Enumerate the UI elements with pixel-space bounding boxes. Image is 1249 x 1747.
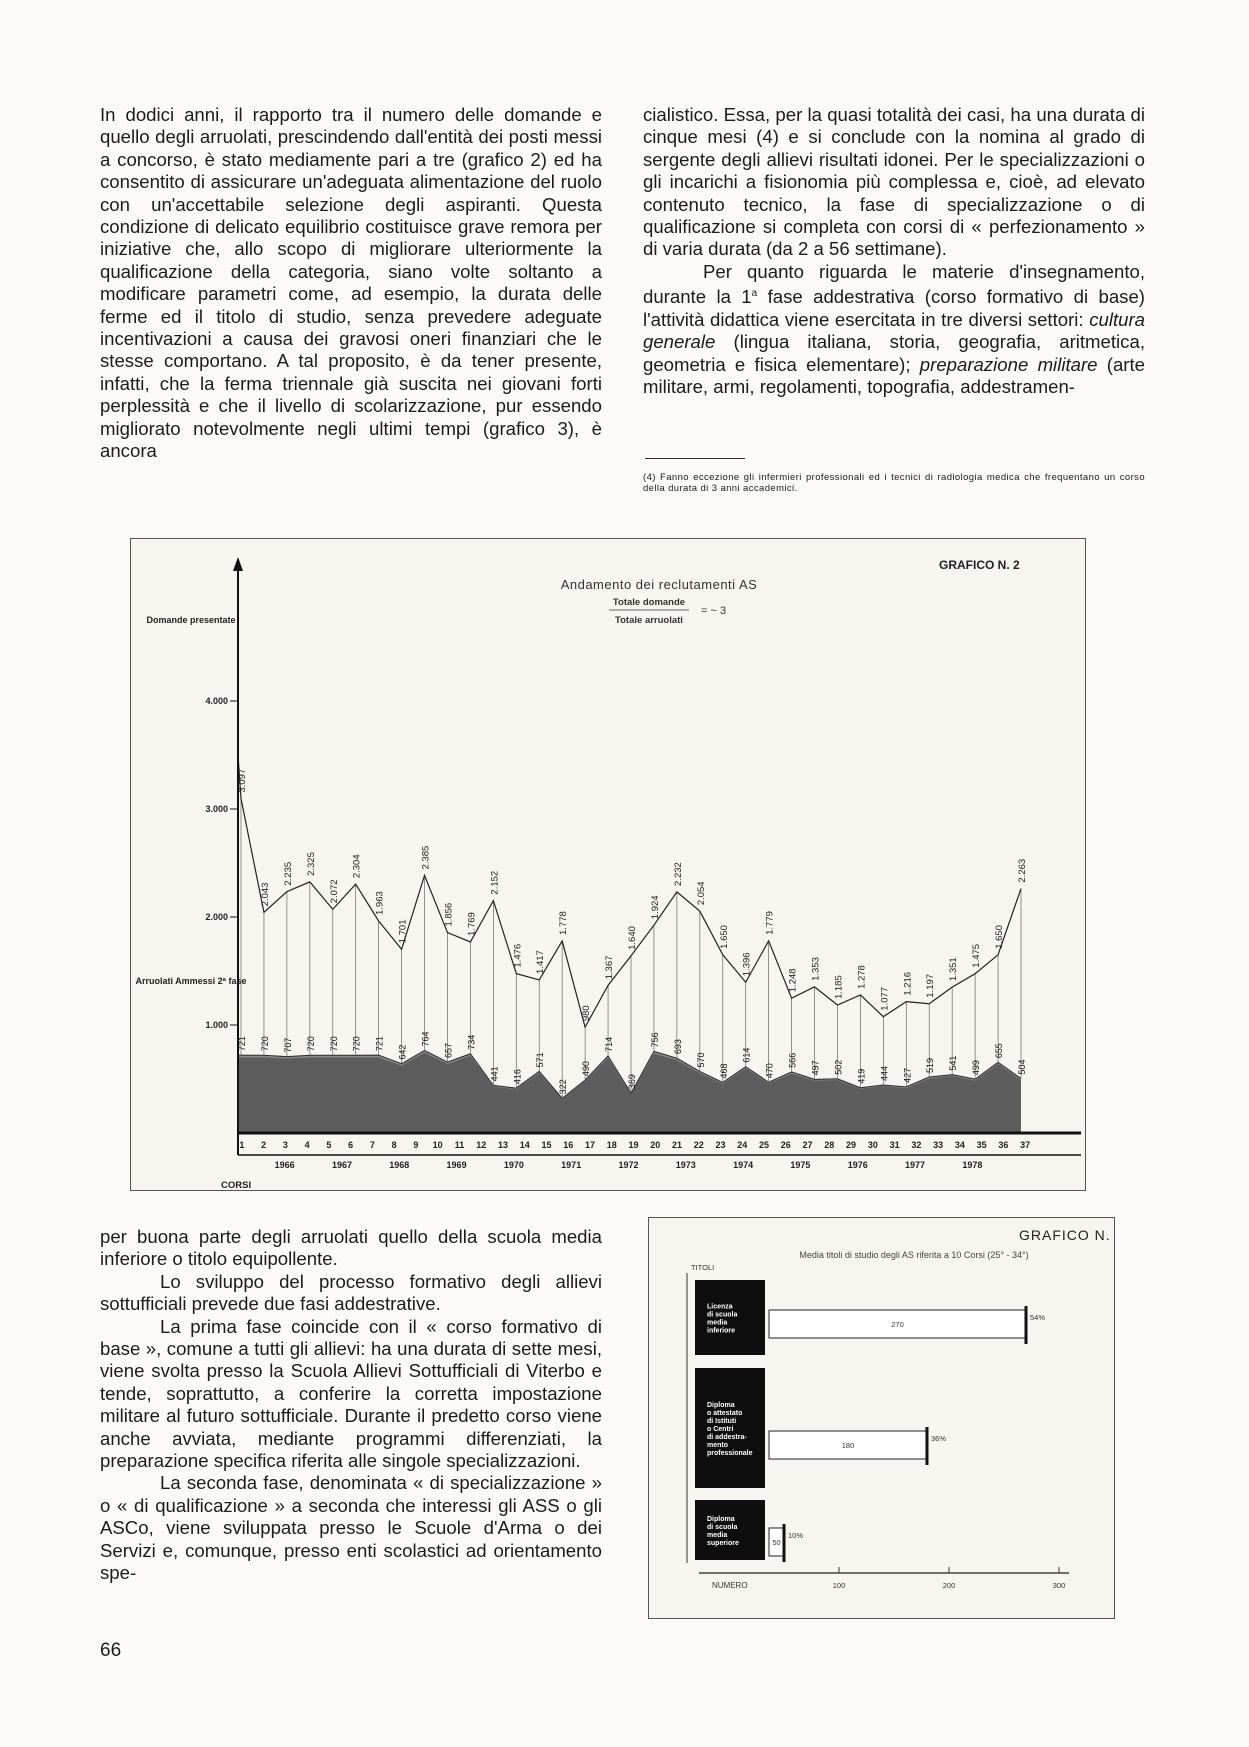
grafico-3-percent-label-3: 10% — [788, 1531, 804, 1540]
grafico-2-frame — [130, 538, 1086, 1191]
page-number: 66 — [100, 1640, 122, 1661]
course-number-17: 17 — [584, 1140, 595, 1150]
year-label-1974: 1974 — [733, 1160, 754, 1170]
domande-label-1: 3.097 — [237, 768, 248, 793]
domande-label-12: 2.152 — [489, 870, 501, 895]
domande-label-17: 1.367 — [604, 955, 616, 980]
domande-label-8: 1.701 — [397, 919, 409, 944]
domande-label-14: 1.417 — [535, 950, 547, 974]
arruolati-label-16: 490 — [581, 1061, 592, 1077]
y-label-bottom: Arruolati Ammessi 2ª fase — [135, 976, 247, 986]
arruolati-label-34: 655 — [994, 1043, 1005, 1059]
grafico-3-y-label: TITOLI — [691, 1263, 715, 1272]
year-label-1968: 1968 — [389, 1160, 410, 1170]
domande-label-19: 1.924 — [649, 895, 661, 920]
grafico-3-label: GRAFICO N. 3 — [1019, 1227, 1114, 1243]
course-number-36: 36 — [998, 1140, 1009, 1150]
year-label-1969: 1969 — [446, 1160, 467, 1170]
ammessi-area — [238, 1053, 1021, 1133]
course-number-4: 4 — [304, 1140, 310, 1150]
grafico-3-chart — [649, 1218, 1114, 1618]
grafico-3-x-tick-label-100: 100 — [832, 1581, 846, 1590]
grafico-3-value-label-3: 50 — [772, 1538, 781, 1547]
arruolati-label-11: 734 — [466, 1034, 477, 1050]
course-number-13: 13 — [497, 1140, 508, 1150]
domande-label-10: 1.856 — [443, 902, 455, 927]
arruolati-label-12: 441 — [489, 1066, 500, 1082]
body-text-left-bottom: per buona parte degli arruolati quello della scuola media inferiore o titolo equipollente. Lo sviluppo del processo formativo degli allievi sottufficiali prevede due fasi addestrative. La prima fase coincide con il « corso formativo di base », comune a tutti gli allievi: ha una durata di sette mesi, viene svolta presso la Scuola Allievi Sottufficiali di Viterbo e tende, soprattutto, a conferire la corretta impostazione militare al futuro sottufficiale. Durante il predetto corso viene anche avviata, mediante programmi differenziati, la preparazione specifica riferita alle singole specializzazioni. La seconda fase, denominata « di specializzazione » o « di qualificazione » a seconda che interessi gli ASS o gli ASCo, viene sviluppata presso le Scuole d'Arma o dei Servizi e, comunque, presso enti scolastici ad orientamento spe- — [100, 1226, 602, 1584]
arruolati-label-6: 720 — [351, 1036, 362, 1052]
y-tick-label-4: 4.000 — [205, 696, 228, 706]
course-number-2: 2 — [261, 1140, 267, 1150]
course-number-7: 7 — [369, 1140, 375, 1150]
footnote-rule — [645, 458, 745, 459]
domande-label-6: 2.304 — [351, 854, 363, 879]
year-label-1971: 1971 — [561, 1160, 582, 1170]
domande-label-30: 1.216 — [902, 971, 914, 996]
arruolati-label-32: 541 — [948, 1055, 959, 1071]
grafico-3-value-label-2: 180 — [841, 1441, 855, 1450]
course-number-8: 8 — [391, 1140, 397, 1150]
course-number-32: 32 — [911, 1140, 922, 1150]
arruolati-label-26: 497 — [810, 1060, 821, 1076]
course-number-19: 19 — [628, 1140, 639, 1150]
year-label-1976: 1976 — [847, 1160, 868, 1170]
domande-label-9: 2.385 — [420, 845, 432, 870]
course-number-23: 23 — [715, 1140, 726, 1150]
course-number-12: 12 — [476, 1140, 487, 1150]
year-label-1970: 1970 — [503, 1160, 524, 1170]
arruolati-label-25: 566 — [787, 1052, 798, 1068]
course-number-15: 15 — [541, 1140, 552, 1150]
course-number-5: 5 — [326, 1140, 332, 1150]
body-text-left-top: In dodici anni, il rapporto tra il numero delle domande e quello degli arruolati, prescindendo dall'entità dei posti messi a concorso, è stato mediamente pari a tre (grafico 2) ed ha consentito di assicurare un'adeguata alimentazione del ruolo con un'accettabile selezione degli aspiranti. Questa condizione di delicato equilibrio costituisce grave remora per iniziative che, allo scopo di migliorare ulteriormente la qualificazione della categoria, siano volte soltanto a modificare parametri come, ad esempio, la durata delle ferme ed il titolo di studio, senza prevedere adeguate incentivazioni a causa dei gravosi oneri finanziari che le stesse comportano. A tal proposito, è da tener presente, infatti, che la ferma triennale già suscita nei giovani forti perplessità e che il livello di scolarizzazione, pur essendo migliorato notevolmente negli ultimi tempi (grafico 3), è ancora — [100, 104, 602, 462]
course-number-28: 28 — [824, 1140, 835, 1150]
course-number-1: 1 — [239, 1140, 245, 1150]
year-label-1972: 1972 — [618, 1160, 639, 1170]
grafico-3-x-label: NUMERO — [712, 1581, 748, 1590]
course-number-3: 3 — [282, 1140, 288, 1150]
course-number-11: 11 — [454, 1140, 465, 1150]
course-number-14: 14 — [519, 1140, 530, 1150]
course-number-26: 26 — [780, 1140, 791, 1150]
course-number-31: 31 — [889, 1140, 900, 1150]
arruolati-label-20: 693 — [672, 1039, 683, 1055]
grafico-2-chart — [131, 539, 1085, 1190]
year-label-1975: 1975 — [790, 1160, 811, 1170]
domande-label-20: 2.232 — [672, 862, 684, 886]
arruolati-label-8: 642 — [397, 1044, 408, 1060]
body-text-right-top: cialistico. Essa, per la quasi totalità dei casi, ha una durata di cinque mesi (4) e si conclude con la nomina al grado di sergente degli allievi risultati idonei. Per le specializzazioni o gli incarichi a fisionomia più complessa e, cioè, ad elevato contenuto tecnico, la fase di specializzazione o di qualificazione si completa con corsi di « perfezionamento » di varia durata (da 2 a 56 settimane). Per quanto riguarda le materie d'insegnamento, durante la 1$^a$ fase addestrativa (corso formativo di base) l'attività didattica viene esercitata in tre diversi settori: cultura generale (lingua italiana, storia, geografia, aritmetica, geometria e fisica elementare); preparazione militare (arte militare, armi, regolamenti, topografia, addestramen- — [643, 104, 1145, 398]
domande-label-25: 1.248 — [787, 968, 799, 993]
domande-label-33: 1.475 — [971, 943, 983, 968]
arruolati-label-31: 519 — [925, 1057, 936, 1073]
course-number-16: 16 — [563, 1140, 574, 1150]
arruolati-label-14: 571 — [535, 1052, 546, 1068]
arruolati-label-22: 468 — [718, 1063, 729, 1079]
ratio-value: = ~ 3 — [701, 605, 727, 617]
domande-label-27: 1.185 — [833, 975, 845, 1000]
domande-label-18: 1.640 — [627, 926, 638, 950]
footnote: (4) Fanno eccezione gli infermieri professionali ed i tecnici di radiologia medica che frequentano un corso della durata di 3 anni accademici. — [643, 472, 1145, 494]
course-number-29: 29 — [846, 1140, 857, 1150]
x-axis-label: CORSI — [221, 1180, 252, 1190]
arruolati-label-1: 721 — [237, 1036, 247, 1052]
domande-label-15: 1.778 — [558, 911, 570, 935]
domande-label-7: 1.963 — [374, 891, 386, 915]
course-number-30: 30 — [867, 1140, 878, 1150]
domande-label-34: 1.650 — [994, 925, 1006, 949]
year-label-1967: 1967 — [331, 1160, 352, 1170]
domande-label-2: 2.043 — [259, 882, 271, 907]
grafico-3-category-label-2: Diploma o attestato di Istituti o Centri di addestra-mento professionale — [707, 1402, 753, 1457]
arruolati-label-15: 322 — [558, 1079, 569, 1095]
arruolati-label-23: 614 — [741, 1047, 752, 1063]
year-label-1973: 1973 — [675, 1160, 696, 1170]
course-number-10: 10 — [432, 1140, 443, 1150]
arruolati-label-28: 419 — [856, 1068, 867, 1084]
course-number-22: 22 — [693, 1140, 704, 1150]
arruolati-label-2: 720 — [259, 1036, 270, 1052]
domande-label-5: 2.072 — [328, 879, 340, 904]
domande-label-21: 2.054 — [695, 881, 707, 906]
course-number-33: 33 — [933, 1140, 944, 1150]
arruolati-label-7: 721 — [374, 1036, 385, 1052]
domande-label-23: 1.396 — [741, 952, 753, 977]
y-label-top: Domande presentate — [146, 615, 236, 625]
course-number-35: 35 — [976, 1140, 987, 1150]
course-number-37: 37 — [1020, 1140, 1031, 1150]
domande-label-26: 1.353 — [810, 957, 822, 981]
arruolati-label-17: 714 — [604, 1036, 615, 1052]
year-label-1966: 1966 — [274, 1160, 295, 1170]
arruolati-label-3: 707 — [282, 1037, 293, 1053]
domande-label-31: 1.197 — [925, 973, 937, 998]
arruolati-label-10: 657 — [443, 1043, 454, 1059]
arruolati-label-5: 720 — [328, 1036, 339, 1052]
arruolati-label-24: 470 — [764, 1063, 775, 1079]
year-label-1978: 1978 — [962, 1160, 983, 1170]
arruolati-label-33: 499 — [971, 1060, 982, 1076]
domande-label-3: 2.235 — [282, 861, 294, 886]
grafico-3-x-tick-label-300: 300 — [1052, 1581, 1066, 1590]
course-number-6: 6 — [348, 1140, 354, 1150]
domande-label-4: 2.325 — [305, 852, 317, 876]
course-number-24: 24 — [737, 1140, 748, 1150]
ratio-numerator: Totale domande — [612, 597, 686, 608]
grafico-3-value-label-1: 270 — [891, 1320, 904, 1329]
domande-label-24: 1.779 — [764, 911, 776, 935]
grafico-3-frame — [648, 1217, 1115, 1619]
domande-label-32: 1.351 — [948, 957, 960, 982]
course-number-18: 18 — [606, 1140, 617, 1150]
ratio-denominator: Totale arruolati — [615, 615, 683, 626]
grafico-3-percent-label-2: 36% — [931, 1434, 947, 1443]
domande-label-16: 980 — [581, 1005, 593, 1022]
course-number-27: 27 — [802, 1140, 813, 1150]
arruolati-label-35: 504 — [1017, 1059, 1027, 1075]
arruolati-label-19: 756 — [649, 1032, 660, 1048]
y-axis-arrow — [233, 557, 243, 571]
y-tick-label-3: 3.000 — [205, 804, 228, 814]
course-number-34: 34 — [954, 1140, 965, 1150]
arruolati-label-27: 502 — [833, 1059, 844, 1075]
course-number-20: 20 — [650, 1140, 661, 1150]
domande-label-22: 1.650 — [718, 925, 730, 949]
domande-label-29: 1.077 — [879, 986, 891, 1011]
course-number-25: 25 — [759, 1140, 770, 1150]
year-label-1977: 1977 — [905, 1160, 926, 1170]
domande-label-13: 1.476 — [512, 943, 524, 968]
grafico-3-category-label-1: Licenza di scuola media inferiore — [707, 1303, 738, 1335]
grafico-3-percent-label-1: 54% — [1030, 1313, 1046, 1322]
grafico-3-title: Media titoli di studio degli AS riferita a 10 Corsi (25° - 34°) — [799, 1250, 1029, 1260]
domande-label-35: 2.263 — [1017, 858, 1028, 883]
y-tick-label-2: 2.000 — [205, 912, 228, 922]
y-tick-label-1: 1.000 — [205, 1020, 228, 1030]
arruolati-label-21: 570 — [695, 1052, 706, 1068]
grafico-2-label: GRAFICO N. 2 — [939, 558, 1020, 572]
course-number-9: 9 — [413, 1140, 419, 1150]
grafico-2-title: Andamento dei reclutamenti AS — [560, 577, 758, 592]
arruolati-label-18: 369 — [627, 1074, 637, 1090]
arruolati-label-4: 720 — [305, 1036, 316, 1052]
grafico-3-category-label-3: Diploma di scuola media superiore — [707, 1516, 739, 1547]
arruolati-label-9: 764 — [420, 1031, 431, 1047]
domande-label-11: 1.769 — [466, 912, 478, 936]
course-number-21: 21 — [672, 1140, 683, 1150]
arruolati-label-30: 427 — [902, 1067, 913, 1083]
arruolati-label-13: 416 — [512, 1069, 523, 1085]
arruolati-label-29: 444 — [879, 1066, 890, 1082]
domande-label-28: 1.278 — [856, 965, 868, 989]
grafico-3-x-tick-label-200: 200 — [942, 1581, 956, 1590]
